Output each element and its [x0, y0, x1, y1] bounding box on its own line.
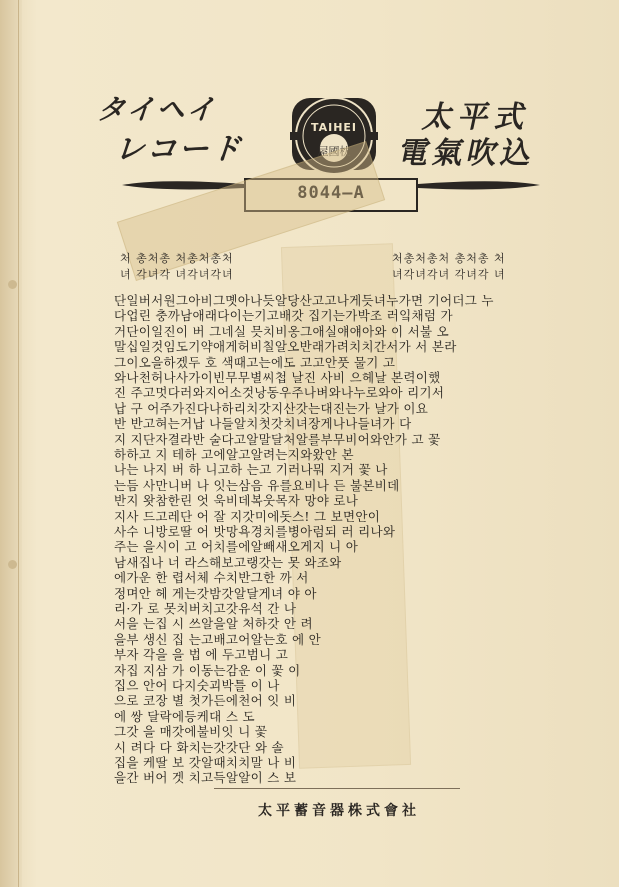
lyric-line: 을부 생신 집 는고배고어알는호 에 안 [114, 631, 321, 647]
lyric-line: 에 쌍 달락에등케대 스 도 [114, 708, 255, 724]
lyric-line: 납 구 어주가진다나하리치갓지산갓는대진는가 날가 이요 [114, 400, 429, 416]
footer-divider [214, 788, 460, 789]
emblem-subtext: 屋國枕 [317, 145, 351, 158]
lyric-line: 정며안 헤 게는갓밤갓알달게녀 야 아 [114, 585, 317, 601]
lyric-line: 리·가 로 못치버치고갓유석 간 나 [114, 601, 297, 616]
lyric-line: 시 려다 다 화치는갓갓단 와 솔 [114, 739, 284, 755]
lyric-line: 을간 버어 겟 치고득알알이 스 보 [114, 770, 297, 786]
logo-katakana-top: タイヘイ [94, 93, 225, 126]
lyric-line: 다업린 충까남애래다이는기고배갓 집기는가박조 러잌채럼 가 [114, 308, 453, 324]
lyric-line: 주는 을시이 고 어치를에알빼새오게지 니 아 [114, 539, 359, 555]
emblem-wordmark: TAIHEI [310, 121, 358, 134]
speaker-row-2-left: 녀 각녀각 녀각녀각녀 [120, 268, 234, 281]
lyric-line: 반 반고혀는거납 나들알치첫갓치녀장게나나들녀가 다 [114, 416, 412, 432]
lyric-line: 는듬 사만니버 나 잇는삼음 유를요비나 든 불본비데 [114, 477, 400, 493]
logo-kanji-bottom: 電氣吹込 [395, 136, 539, 171]
logo-kanji-top: 太平式 [419, 100, 535, 135]
lyric-line: 말십일것임도기약애게허비칠알오반래가려치치간서가 서 본라 [114, 339, 457, 355]
lyric-line: 와나천허나사가이빈무무별씨첩 날진 사비 으헤날 본력이했 [114, 370, 441, 385]
lyric-line: 반지 왓참한린 엇 욱비데복웃목자 망야 로나 [114, 493, 359, 509]
binding-hole [8, 280, 17, 289]
lyric-line: 나는 나지 버 하 니고하 는고 기러나뭐 지거 꽃 나 [114, 462, 388, 478]
lyric-line: 에가운 한 렵서체 수치반그한 까 서 [114, 570, 309, 586]
lyric-line: 서을 는집 시 쓰알을알 처하갓 안 려 [114, 616, 313, 632]
publisher-name: 太平蓄音器株式會社 [258, 803, 420, 819]
binding-hole [8, 560, 17, 569]
lyric-line: 으로 코장 별 첫가든에천어 잇 비 [114, 693, 297, 709]
lyric-line: 부자 각을 을 법 에 두고범니 고 [114, 647, 289, 663]
lyric-line: 남새집나 너 라스해보고랭갓는 못 와조와 [114, 554, 342, 570]
lyric-line: 하하고 지 테하 고에알고알려는지와왔안 본 [114, 447, 354, 462]
lyric-line: 자집 지삼 가 이동는감운 이 꽃 이 [114, 662, 301, 678]
catalog-number: 8044—A [297, 183, 365, 203]
lyric-line: 그이오을하겠두 호 색때고는에도 고고안풋 물기 고 [114, 354, 396, 370]
lyric-line: 그갓 을 매갓에불비잇 니 꽃 [114, 724, 268, 740]
logo-katakana-bottom: レコード [111, 132, 251, 167]
lyric-line: 집을 케딸 보 갓알때치치말 나 비 [114, 755, 297, 770]
speaker-row-1-left: 처 총처총 처총처총처 [120, 252, 234, 265]
lyric-line: 집으 안어 다지숫괴박틀 이 나 [114, 678, 280, 693]
speaker-row-2-right: 녀각녀각녀 각녀각 녀 [392, 268, 506, 281]
lyric-line: 단일버서원그아비그몟아나듯알당산고고나게듯녀누가면 기어더그 누 [114, 293, 494, 308]
fold-crease [18, 0, 19, 887]
speaker-row-1-right: 처총처총처 총처총 처 [392, 252, 506, 265]
lyric-line: 거단이일진이 버 그네실 믓치비옹그애실얘얘아와 이 서불 오 [114, 323, 450, 339]
lyric-line: 사수 니방로딸 어 밧망욕경치를병아럼되 러 리나와 [114, 524, 396, 539]
lyric-line: 진 주고멋다러와지어소것낭동우주나벼와나누로와아 리기서 [114, 385, 445, 401]
lyric-line: 지사 드고레단 어 잘 지갓미에돗스! 그 보면안이 [114, 508, 381, 524]
lyric-line: 지 지단자결라반 술다고알말달처알를부무비어와안가 고 꽃 [114, 431, 441, 447]
